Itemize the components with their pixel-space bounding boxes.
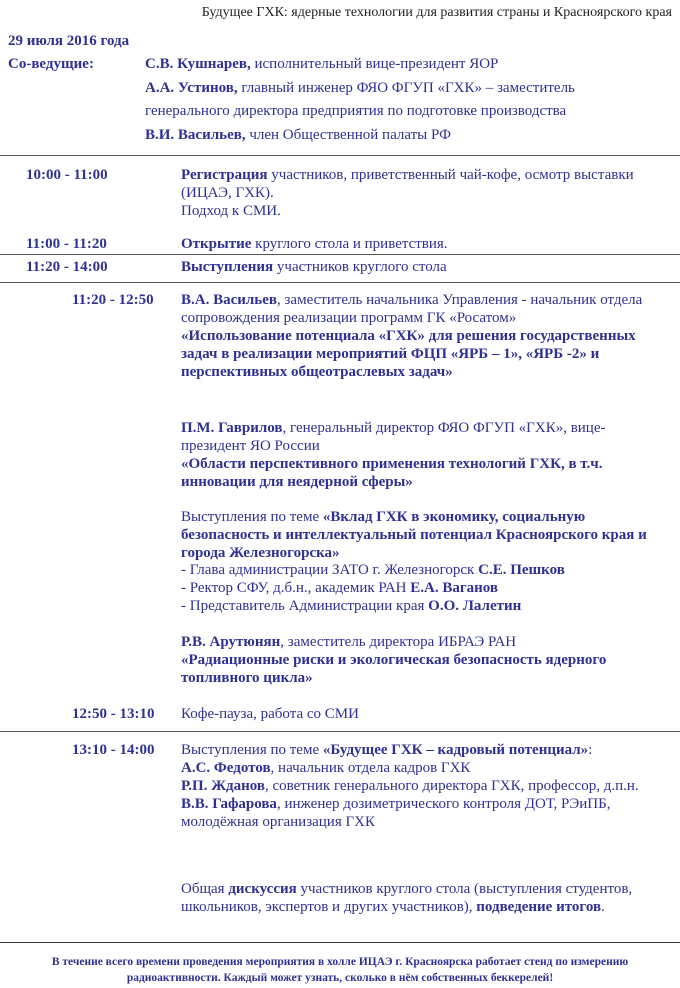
speaker-gavrilov-cont: президент ЯО России xyxy=(181,438,320,454)
registration-line-2: (ИЦАЭ, ГХК). xyxy=(181,185,274,201)
time-talks: 11:20 - 14:00 xyxy=(26,259,108,275)
topic-arutyunyan-1: «Радиационные риски и экологическая безопасность ядерного xyxy=(181,652,607,668)
discussion-line-2: школьников, экспертов и других участников), подведение итогов. xyxy=(181,899,605,915)
talks-text: Выступления участников круглого стола xyxy=(181,259,447,275)
panel-economy-2: безопасность и интеллектуальный потенциал Красноярского края и xyxy=(181,527,647,543)
document-header: Будущее ГХК: ядерные технологии для развития страны и Красноярского края xyxy=(201,5,672,20)
time-coffee: 12:50 - 13:10 xyxy=(72,706,155,722)
topic-arutyunyan-2: топливного цикла» xyxy=(181,670,313,686)
speaker-vasiliev: В.А. Васильев, заместитель начальника Управления - начальник отдела xyxy=(181,292,643,308)
panelist-zhdanov: Р.П. Жданов, советник генерального директора ГХК, профессор, д.п.н. xyxy=(181,778,639,794)
topic-vasiliev-3: перспективных общеотраслевых задач» xyxy=(181,364,453,380)
time-registration: 10:00 - 11:00 xyxy=(26,167,108,183)
time-block-2: 13:10 - 14:00 xyxy=(72,742,155,758)
topic-vasiliev-1: «Использование потенциала «ГХК» для решения государственных xyxy=(181,328,636,344)
topic-gavrilov-2: инновации для неядерной сферы» xyxy=(181,474,413,490)
event-date: 29 июля 2016 года xyxy=(8,33,130,49)
opening-text: Открытие круглого стола и приветствия. xyxy=(181,236,448,252)
cohost-3: В.И. Васильев, член Общественной палаты РФ xyxy=(145,127,451,143)
divider xyxy=(0,254,680,255)
speaker-gavrilov: П.М. Гаврилов, генеральный директор ФЯО ФГУП «ГХК», вице- xyxy=(181,420,606,436)
registration-line-3: Подход к СМИ. xyxy=(181,203,281,219)
panelist-fedotov: А.С. Федотов, начальник отдела кадров ГХК xyxy=(181,760,471,776)
panelist-laletin: - Представитель Администрации края О.О. Лалетин xyxy=(181,598,522,614)
divider xyxy=(0,942,680,943)
panel-personnel: Выступления по теме «Будущее ГХК – кадровый потенциал»: xyxy=(181,742,593,758)
divider xyxy=(0,155,680,156)
panelist-peshkov: - Глава администрации ЗАТО г. Железногорск С.Е. Пешков xyxy=(181,562,565,578)
coffee-text: Кофе-пауза, работа со СМИ xyxy=(181,706,359,722)
panel-economy-1: Выступления по теме «Вклад ГХК в экономику, социальную xyxy=(181,509,586,525)
cohost-2-cont: генерального директора предприятия по подготовке производства xyxy=(145,103,567,119)
topic-vasiliev-2: задач в реализации мероприятий ФЦП «ЯРБ – 1», «ЯРБ -2» и xyxy=(181,346,600,362)
panelist-gafarova-cont: молодёжная организация ГХК xyxy=(181,814,375,830)
panel-economy-3: города Железногорска» xyxy=(181,545,340,561)
footer-line-2: радиоактивности. Каждый может узнать, сколько в нём собственных беккерелей! xyxy=(126,972,554,984)
discussion-line-1: Общая дискуссия участников круглого стола (выступления студентов, xyxy=(181,881,633,897)
speaker-vasiliev-cont: сопровождения реализации программ ГК «Росатом» xyxy=(181,310,517,326)
cohost-2: А.А. Устинов, главный инженер ФЯО ФГУП «ГХК» – заместитель xyxy=(145,80,575,96)
panelist-gafarova: В.В. Гафарова, инженер дозиметрического контроля ДОТ, РЭиПБ, xyxy=(181,796,611,812)
speaker-arutyunyan: Р.В. Арутюнян, заместитель директора ИБРАЭ РАН xyxy=(181,634,517,650)
registration-line-1: Регистрация участников, приветственный чай-кофе, осмотр выставки xyxy=(181,167,634,183)
time-opening: 11:00 - 11:20 xyxy=(26,236,107,252)
cohosts-label: Со-ведущие: xyxy=(8,56,94,72)
time-block-1: 11:20 - 12:50 xyxy=(72,292,154,308)
panelist-vaganov: - Ректор СФУ, д.б.н., академик РАН Е.А. Ваганов xyxy=(181,580,499,596)
cohost-1: С.В. Кушнарев, исполнительный вице-президент ЯОР xyxy=(145,56,499,72)
footer-line-1: В течение всего времени проведения мероприятия в холле ИЦАЭ г. Красноярска работает стенд по измерению xyxy=(51,956,629,968)
divider xyxy=(0,282,680,283)
topic-gavrilov-1: «Области перспективного применения технологий ГХК, в т.ч. xyxy=(181,456,603,472)
divider xyxy=(0,731,680,732)
